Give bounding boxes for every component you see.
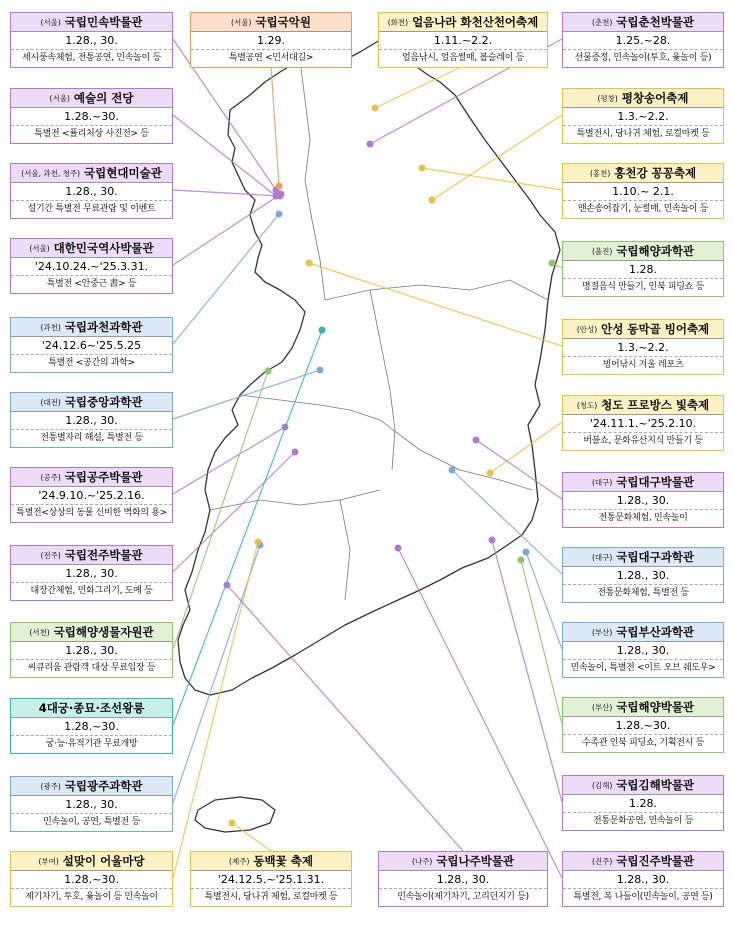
event-dates: '24.12.6~'25.5.25 — [11, 337, 172, 355]
event-header — [11, 239, 172, 258]
event-description: 특별공연 <민서대길> — [228, 53, 314, 63]
event-box-central-science — [10, 392, 173, 448]
event-header — [563, 320, 723, 339]
event-location: (과천) — [40, 322, 61, 332]
event-header — [11, 468, 172, 487]
event-dates: 1.3.~2.2. — [563, 108, 723, 126]
event-header — [11, 852, 172, 871]
event-description: 맨손송어잡기, 눈썰매, 민속놀이 등 — [577, 204, 709, 214]
event-dates: 1.28. — [563, 795, 723, 813]
event-dates: 1.28., 30. — [379, 871, 547, 889]
event-description: 특별전시, 당나귀 체험, 로컬마켓 등 — [576, 129, 710, 139]
event-location: (서울) — [40, 17, 61, 27]
event-box-marine-bio — [10, 622, 173, 678]
event-header — [11, 393, 172, 412]
event-description: 전통별자리 해설, 특별전 등 — [40, 433, 143, 443]
event-name: 동백꽃 축제 — [253, 854, 313, 868]
event-box-daegu-science — [562, 547, 724, 603]
event-location: (대구) — [591, 552, 613, 562]
event-header — [191, 13, 351, 32]
event-location: (서울) — [49, 93, 70, 103]
event-name: 안성 동막골 빙어축제 — [601, 322, 710, 336]
event-description: 전통문화공연, 민속놀이 등 — [592, 816, 694, 826]
event-dates: 1.28., 30. — [11, 32, 172, 50]
event-box-hongcheon — [562, 163, 724, 219]
event-dates: 1.28., 30. — [563, 567, 723, 585]
event-name: 국립해양박물관 — [616, 700, 695, 714]
event-box-gimhae — [562, 775, 724, 831]
event-name: 국립대구박물관 — [616, 475, 695, 489]
event-name: 4대궁·종묘·조선왕릉 — [38, 701, 145, 715]
event-location: (제주) — [229, 856, 250, 866]
event-description: 특별전, 복 나들이(민속놀이, 공연 등) — [573, 892, 713, 902]
event-description: 특별전 <공간의 과학> — [48, 358, 135, 368]
event-header — [11, 318, 172, 337]
event-header — [191, 852, 351, 871]
event-location: (서울) — [231, 17, 252, 27]
event-dates: 1.28., 30. — [11, 412, 172, 430]
event-name: 국립김해박물관 — [616, 778, 695, 792]
event-name: 국립전주박물관 — [64, 548, 143, 562]
event-box-gwacheon-science — [10, 317, 173, 373]
event-box-jeju-camellia — [190, 851, 352, 907]
event-dates: 1.28., 30. — [563, 642, 723, 660]
event-description: 명절음식 만들기, 인북 피딩쇼 등 — [582, 282, 704, 292]
jeju-island — [195, 797, 275, 832]
event-header — [11, 623, 172, 642]
event-description: 특별전 <안중근 書> 등 — [46, 279, 137, 289]
event-dates: '24.9.10.~'25.2.16. — [11, 487, 172, 505]
event-location: (평창) — [597, 93, 618, 103]
event-name: 국립광주과학관 — [64, 779, 143, 793]
event-header — [563, 698, 723, 717]
event-description: 빙어낚시 겨울 레포츠 — [602, 360, 684, 370]
event-location: (전주) — [40, 550, 61, 560]
event-location: (나주) — [411, 856, 433, 866]
event-box-arts-center — [10, 88, 173, 144]
event-description: 씨큐리움 관람객 대상 무료입장 등 — [27, 663, 156, 673]
event-description: 특별전<상상의 동물 신비한 벽화의 용> — [16, 508, 167, 518]
event-box-folk-museum — [10, 12, 173, 68]
event-header — [11, 13, 172, 32]
event-location: (부산) — [591, 702, 613, 712]
event-header — [11, 546, 172, 565]
event-description: 특별전시, 당나귀 체험, 로컬마켓 등 — [204, 892, 338, 902]
event-description: 민속놀이(제기차기, 고리던지기 등) — [397, 892, 529, 902]
event-name: 국립진주박물관 — [616, 854, 695, 868]
event-header — [11, 164, 172, 183]
event-location: (춘천) — [591, 17, 613, 27]
event-name: 청도 프로방스 빛축제 — [601, 398, 710, 412]
event-description: 선물증정, 민속놀이(투호, 윷놀이 등) — [574, 53, 712, 63]
event-dates: 1.28.~30. — [11, 718, 172, 736]
event-description: 전통문화체험, 특별전 등 — [597, 588, 689, 598]
event-description: 궁·능·유적기관 무료개방 — [45, 739, 138, 749]
event-location: (부여) — [38, 856, 59, 866]
event-dates: 1.11.~2.2. — [379, 32, 547, 50]
event-dates: '24.10.24.~'25.3.31. — [11, 258, 172, 276]
event-header — [11, 699, 172, 718]
event-description: 버블쇼, 문화유산지식 만들기 등 — [583, 436, 703, 446]
event-dates: 1.28., 30. — [11, 796, 172, 814]
event-box-gongju — [10, 467, 173, 523]
event-header — [11, 89, 172, 108]
event-description: 대장간체험, 민화그리기, 도예 등 — [30, 586, 153, 596]
event-header — [563, 548, 723, 567]
event-box-gwangju-science — [10, 776, 173, 832]
event-description: 얼음낚시, 얼음썰매, 봅슬레이 등 — [402, 53, 524, 63]
event-dates: 1.25.~28. — [563, 32, 723, 50]
event-dates: '24.11.1.~'25.2.10. — [563, 415, 723, 433]
event-name: 국립민속박물관 — [64, 15, 143, 29]
event-location: (청도) — [576, 400, 598, 410]
event-dates: 1.28.~30. — [563, 717, 723, 735]
event-name: 국립대구과학관 — [616, 550, 695, 564]
event-name: 국립중앙과학관 — [64, 395, 143, 409]
event-name: 예술의 전당 — [73, 91, 134, 105]
leader-line-jinju — [398, 548, 562, 878]
event-box-cheongdo — [562, 395, 724, 451]
event-header — [563, 89, 723, 108]
event-dates: '24.12.5.~'25.1.31. — [191, 871, 351, 889]
event-name: 국립나주박물관 — [436, 854, 515, 868]
event-description: 수족관 인북 피딩쇼, 기획전시 등 — [582, 738, 704, 748]
event-box-buyeo — [10, 851, 173, 907]
event-location: (안성) — [576, 324, 598, 334]
event-box-daegu-museum — [562, 472, 724, 528]
event-name: 국립해양과학관 — [616, 244, 695, 258]
event-box-history-museum — [10, 238, 173, 294]
event-location: (서울) — [29, 243, 50, 253]
event-name: 국립춘천박물관 — [616, 15, 695, 29]
event-dates: 1.28., 30. — [11, 183, 172, 201]
event-header — [563, 242, 723, 261]
event-box-gugak — [190, 12, 352, 68]
event-description: 세시풍속체험, 전통공연, 민속놀이 등 — [22, 53, 161, 63]
event-box-mmca — [10, 163, 173, 219]
event-name: 홍천강 꽁꽁축제 — [614, 166, 697, 180]
event-header — [379, 852, 547, 871]
event-box-maritime-museum — [562, 697, 724, 753]
event-location: (대전) — [40, 397, 61, 407]
leader-line-gimhae — [492, 540, 562, 802]
event-description: 특별전 <퓰리처상 사진전> 등 — [34, 129, 149, 139]
event-name: 국립부산과학관 — [616, 625, 695, 639]
event-box-busan-science — [562, 622, 724, 678]
event-description: 민속놀이, 공연, 특별전 등 — [43, 817, 140, 827]
event-header — [563, 396, 723, 415]
event-location: (서천) — [29, 627, 50, 637]
event-name: 대한민국역사박물관 — [53, 241, 154, 255]
event-description: 설기간 특별전 무료관람 및 이벤트 — [27, 204, 156, 214]
event-header — [379, 13, 547, 32]
event-dates: 1.10.~ 2.1. — [563, 183, 723, 201]
event-description: 민속놀이, 특별전 <이트 오브 쉐도우> — [570, 663, 716, 673]
event-box-chuncheon — [562, 12, 724, 68]
event-header — [563, 473, 723, 492]
event-name: 국립현대미술관 — [84, 166, 162, 180]
event-name: 국립공주박물관 — [64, 470, 143, 484]
event-header — [11, 777, 172, 796]
event-name: 평창송어축제 — [621, 91, 689, 105]
event-location: (화천) — [387, 17, 409, 27]
event-header — [563, 164, 723, 183]
event-dates: 1.28.~30. — [11, 871, 172, 889]
event-location: (대구) — [591, 477, 613, 487]
event-box-marine-science — [562, 241, 724, 297]
event-box-jeonju — [10, 545, 173, 601]
mainland-outline — [178, 40, 560, 695]
event-location: (울진) — [591, 246, 613, 256]
event-box-hwacheon — [378, 12, 548, 68]
event-box-jinju — [562, 851, 724, 907]
event-dates: 1.28. — [563, 261, 723, 279]
event-dates: 1.28.~30. — [11, 108, 172, 126]
event-box-anseong — [562, 319, 724, 375]
event-box-palaces — [10, 698, 173, 754]
event-dates: 1.28., 30. — [11, 565, 172, 583]
event-location: (서울, 과천, 청주) — [21, 168, 81, 178]
event-location: (진주) — [591, 856, 613, 866]
event-location: (공주) — [40, 472, 61, 482]
event-dates: 1.3.~2.2. — [563, 339, 723, 357]
event-location: (광주) — [40, 781, 61, 791]
event-header — [563, 623, 723, 642]
event-description: 전통문화체험, 민속놀이 — [598, 513, 688, 523]
event-dates: 1.29. — [191, 32, 351, 50]
event-name: 얼음나라 화천산천어축제 — [412, 15, 539, 29]
event-header — [563, 13, 723, 32]
event-name: 국립해양생물자원관 — [53, 625, 154, 639]
event-header — [563, 852, 723, 871]
event-location: (김해) — [591, 780, 613, 790]
event-name: 설맞이 어울마당 — [62, 854, 145, 868]
event-box-naju — [378, 851, 548, 907]
event-dates: 1.28., 30. — [11, 642, 172, 660]
event-dates: 1.28., 30. — [563, 871, 723, 889]
event-description: 제기차기, 투호, 윷놀이 등 민속놀이 — [25, 892, 158, 902]
event-location: (홍천) — [589, 168, 611, 178]
leader-line-maritime-museum — [521, 560, 562, 724]
event-header — [563, 776, 723, 795]
event-box-pyeongchang — [562, 88, 724, 144]
event-location: (부산) — [591, 627, 613, 637]
event-dates: 1.28., 30. — [563, 492, 723, 510]
event-name: 국립과천과학관 — [64, 320, 143, 334]
event-name: 국립국악원 — [255, 15, 311, 29]
